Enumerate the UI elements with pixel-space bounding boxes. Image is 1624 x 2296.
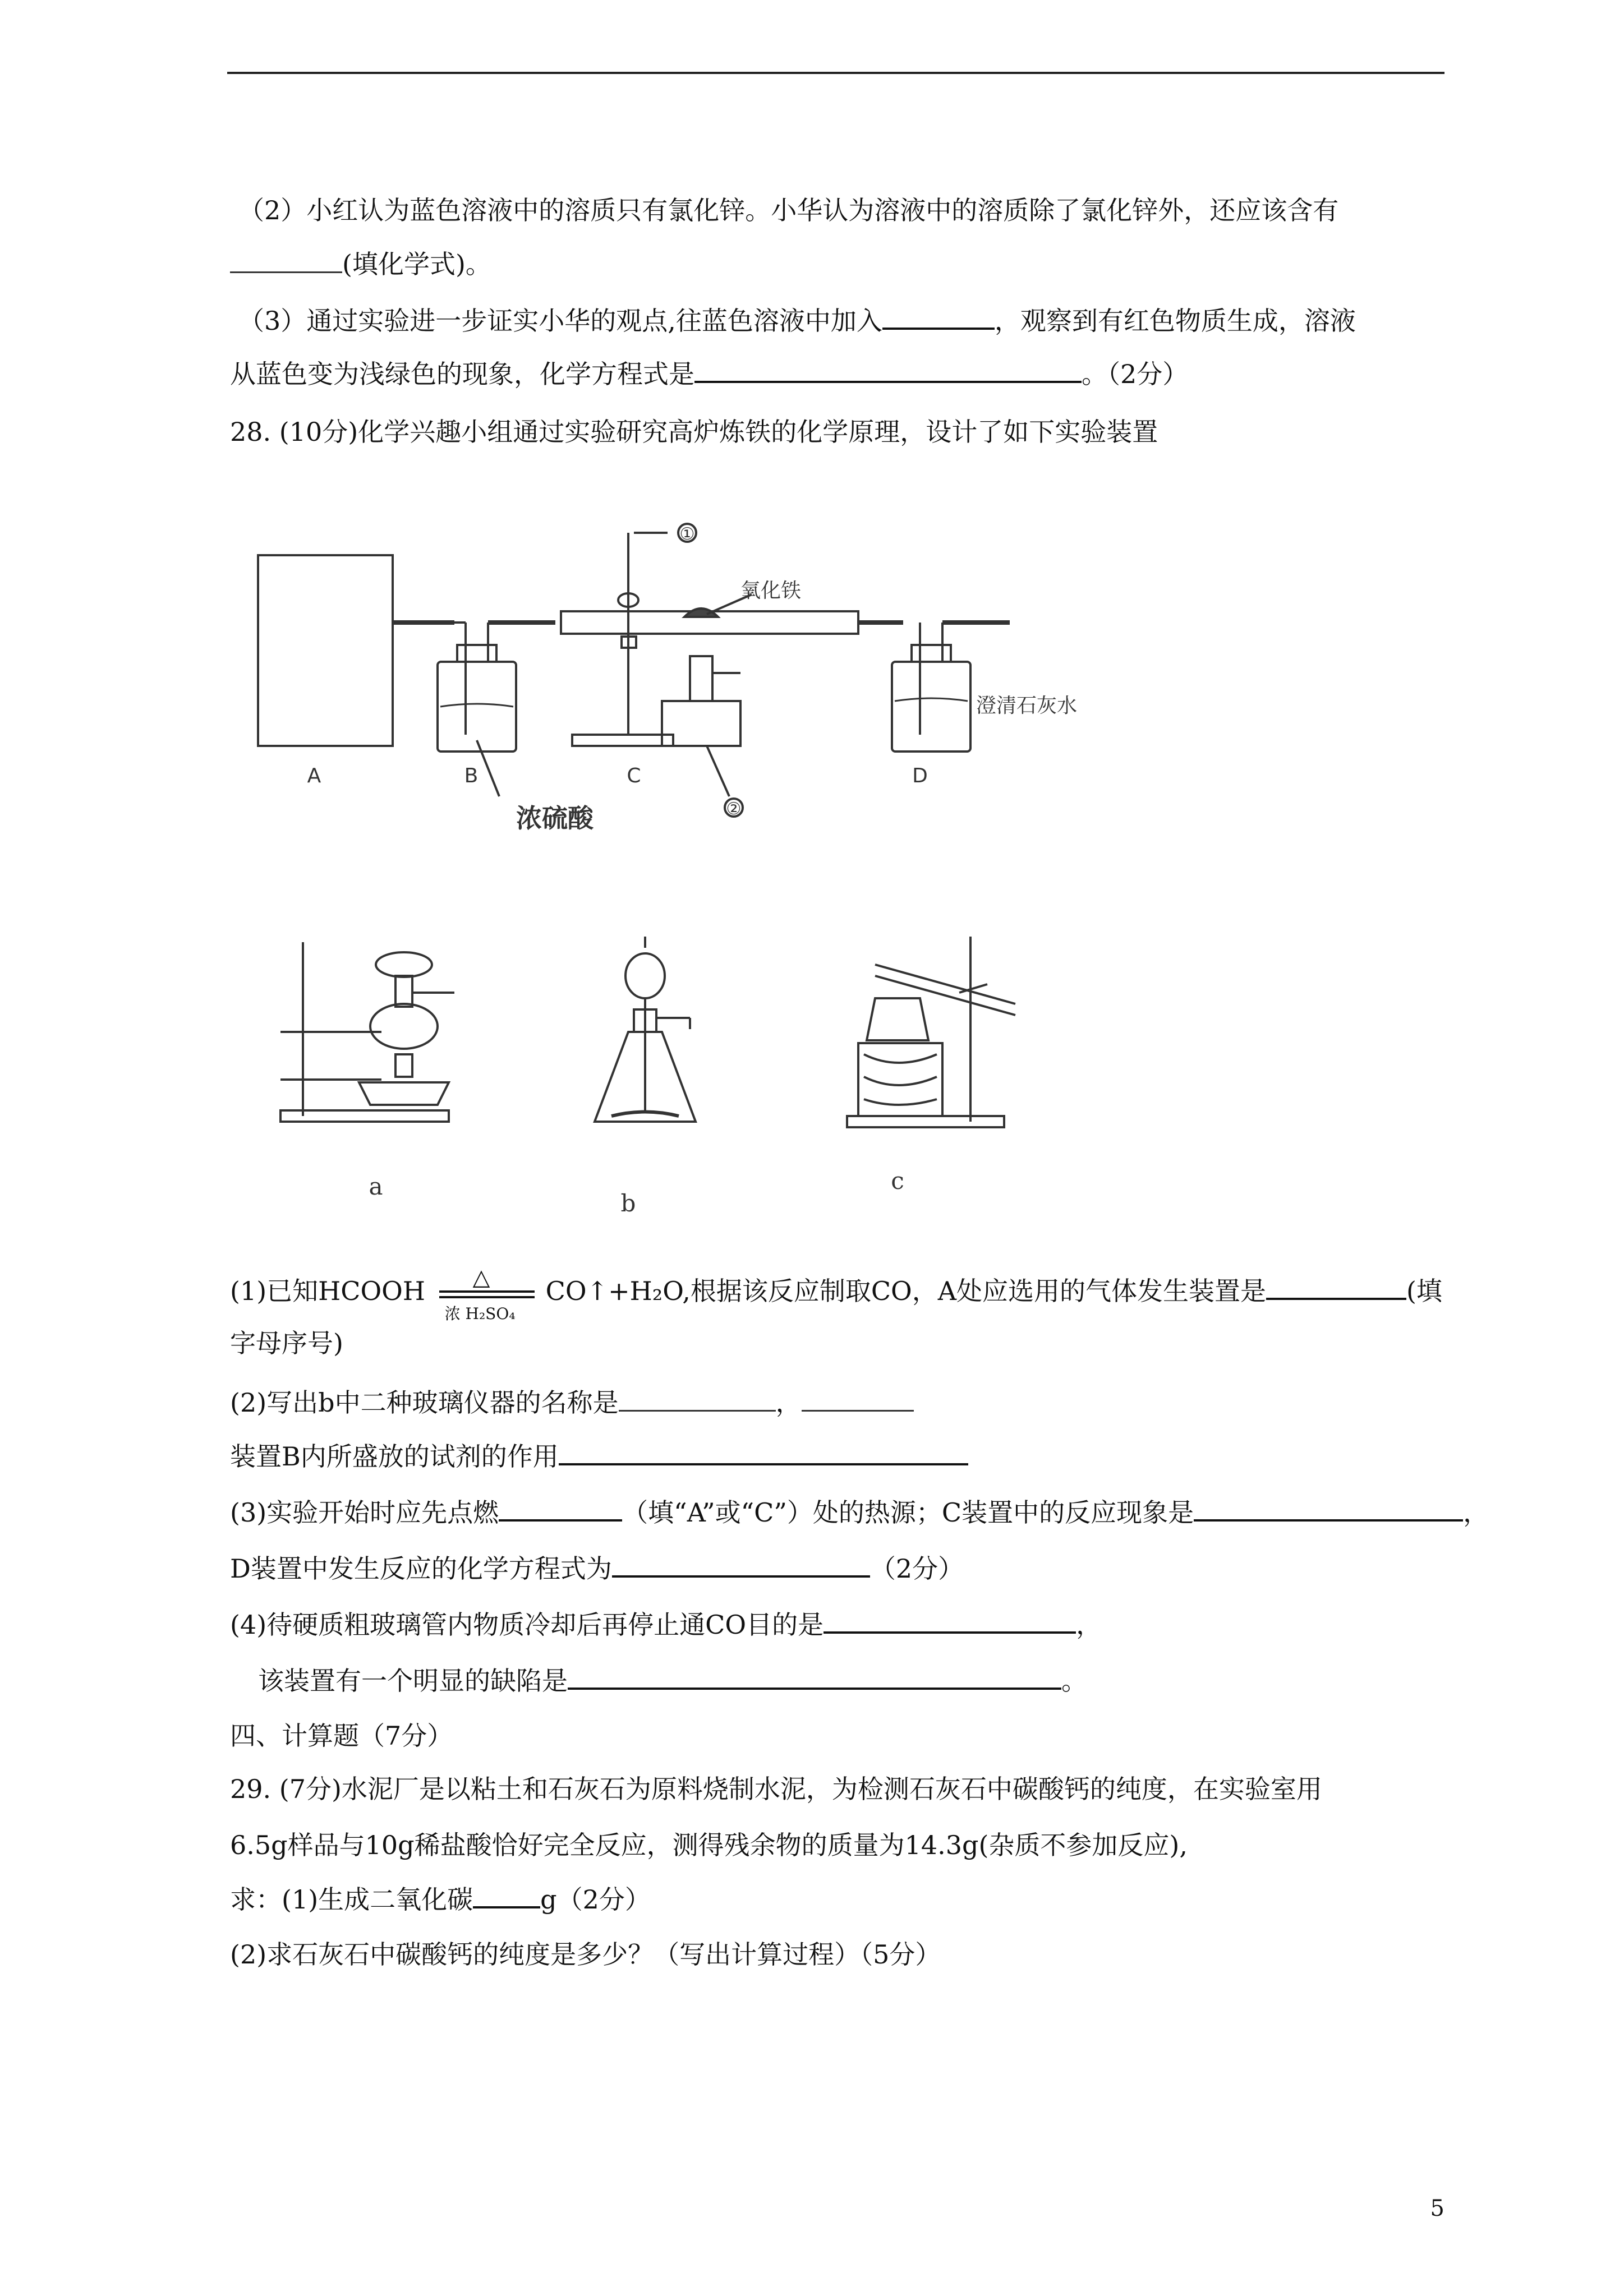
label-D: D [912, 764, 928, 787]
answer-blank[interactable] [230, 247, 342, 273]
answer-blank[interactable] [882, 303, 995, 330]
q28-sub3-line1: (3)实验开始时应先点燃 （填“A”或“C”）处的热源；C装置中的反应现象是 ， [230, 1495, 1489, 1529]
answer-blank[interactable] [823, 1607, 1076, 1634]
section-heading: 四、计算题（7分） [230, 1721, 453, 1751]
answer-blank[interactable] [1266, 1273, 1406, 1300]
page-number: 5 [1430, 2196, 1444, 2221]
q27-part2-line2: (填化学式)。 [230, 247, 491, 281]
q28-sub3-line2: D装置中发生反应的化学方程式为 （2分） [230, 1551, 964, 1585]
iron-oxide-label: 氧化铁 [740, 579, 802, 602]
apparatus-a-box [258, 555, 393, 746]
answer-blank[interactable] [473, 1882, 540, 1908]
answer-blank[interactable] [694, 356, 1082, 383]
reaction-condition: △ 浓 H₂SO₄ [434, 1276, 546, 1310]
q29-line4: (2)求石灰石中碳酸钙的纯度是多少？（写出计算过程）（5分） [230, 1939, 941, 1970]
answer-blank[interactable] [559, 1439, 968, 1465]
header-rule [227, 72, 1444, 74]
answer-blank[interactable] [1194, 1495, 1463, 1522]
generator-figure [269, 931, 1055, 1217]
answer-blank[interactable] [568, 1663, 1061, 1690]
answer-blank[interactable] [612, 1551, 870, 1578]
q28-sub4-line1: (4)待硬质粗玻璃管内物质冷却后再停止通CO目的是 ， [230, 1607, 1102, 1642]
flask-a [370, 1004, 438, 1049]
q27-part3-line2: 从蓝色变为浅绿色的现象，化学方程式是 。（2分） [230, 356, 1188, 391]
circle-label-2: ② [726, 799, 742, 819]
q27-part2-line1: （2）小红认为蓝色溶液中的溶质只有氯化锌。小华认为溶液中的溶质除了氯化锌外，还应该含有 [238, 195, 1339, 225]
q28-sub2-line2: 装置B内所盛放的试剂的作用 [230, 1439, 968, 1473]
answer-blank[interactable] [619, 1385, 776, 1412]
apparatus-figure [247, 516, 1078, 841]
q27-part3-line1: （3）通过实验进一步证实小华的观点,往蓝色溶液中加入 ，观察到有红色物质生成，溶液 [238, 303, 1356, 338]
q28-sub1-line2: 字母序号) [230, 1328, 343, 1358]
q28-sub4-line2: 该装置有一个明显的缺陷是 。 [258, 1663, 1087, 1698]
q29-line1: 29. (7分)水泥厂是以粘土和石灰石为原料烧制水泥，为检测石灰石中碳酸钙的纯度，在实验室用 [230, 1774, 1322, 1804]
q29-line3: 求：(1)生成二氧化碳 g（2分） [230, 1882, 651, 1916]
q28-sub2-line1: (2)写出b中二种玻璃仪器的名称是 ， [230, 1385, 914, 1419]
label-a: a [369, 1173, 383, 1200]
label-c: c [891, 1167, 904, 1195]
acid-label: 浓硫酸 [516, 803, 594, 833]
answer-blank[interactable] [802, 1385, 914, 1412]
q28-title: 28. (10分)化学兴趣小组通过实验研究高炉炼铁的化学原理，设计了如下实验装置 [230, 417, 1158, 447]
label-b: b [620, 1190, 636, 1217]
limewater-label: 澄清石灰水 [976, 694, 1078, 717]
label-A: A [307, 764, 321, 787]
answer-blank[interactable] [499, 1495, 622, 1522]
q29-line2: 6.5g样品与10g稀盐酸恰好完全反应，测得残余物的质量为14.3g(杂质不参加反应), [230, 1830, 1188, 1860]
circle-label-1: ① [679, 524, 695, 544]
label-C: C [627, 764, 641, 787]
label-B: B [464, 764, 479, 787]
bottle-b [438, 662, 516, 751]
bottle-d [892, 662, 970, 751]
q28-sub1-line1: (1)已知HCOOH △ 浓 H₂SO₄ CO↑+H₂O,根据该反应制取CO，A处应选用的气体发生装置是 (填 [230, 1265, 1442, 1323]
